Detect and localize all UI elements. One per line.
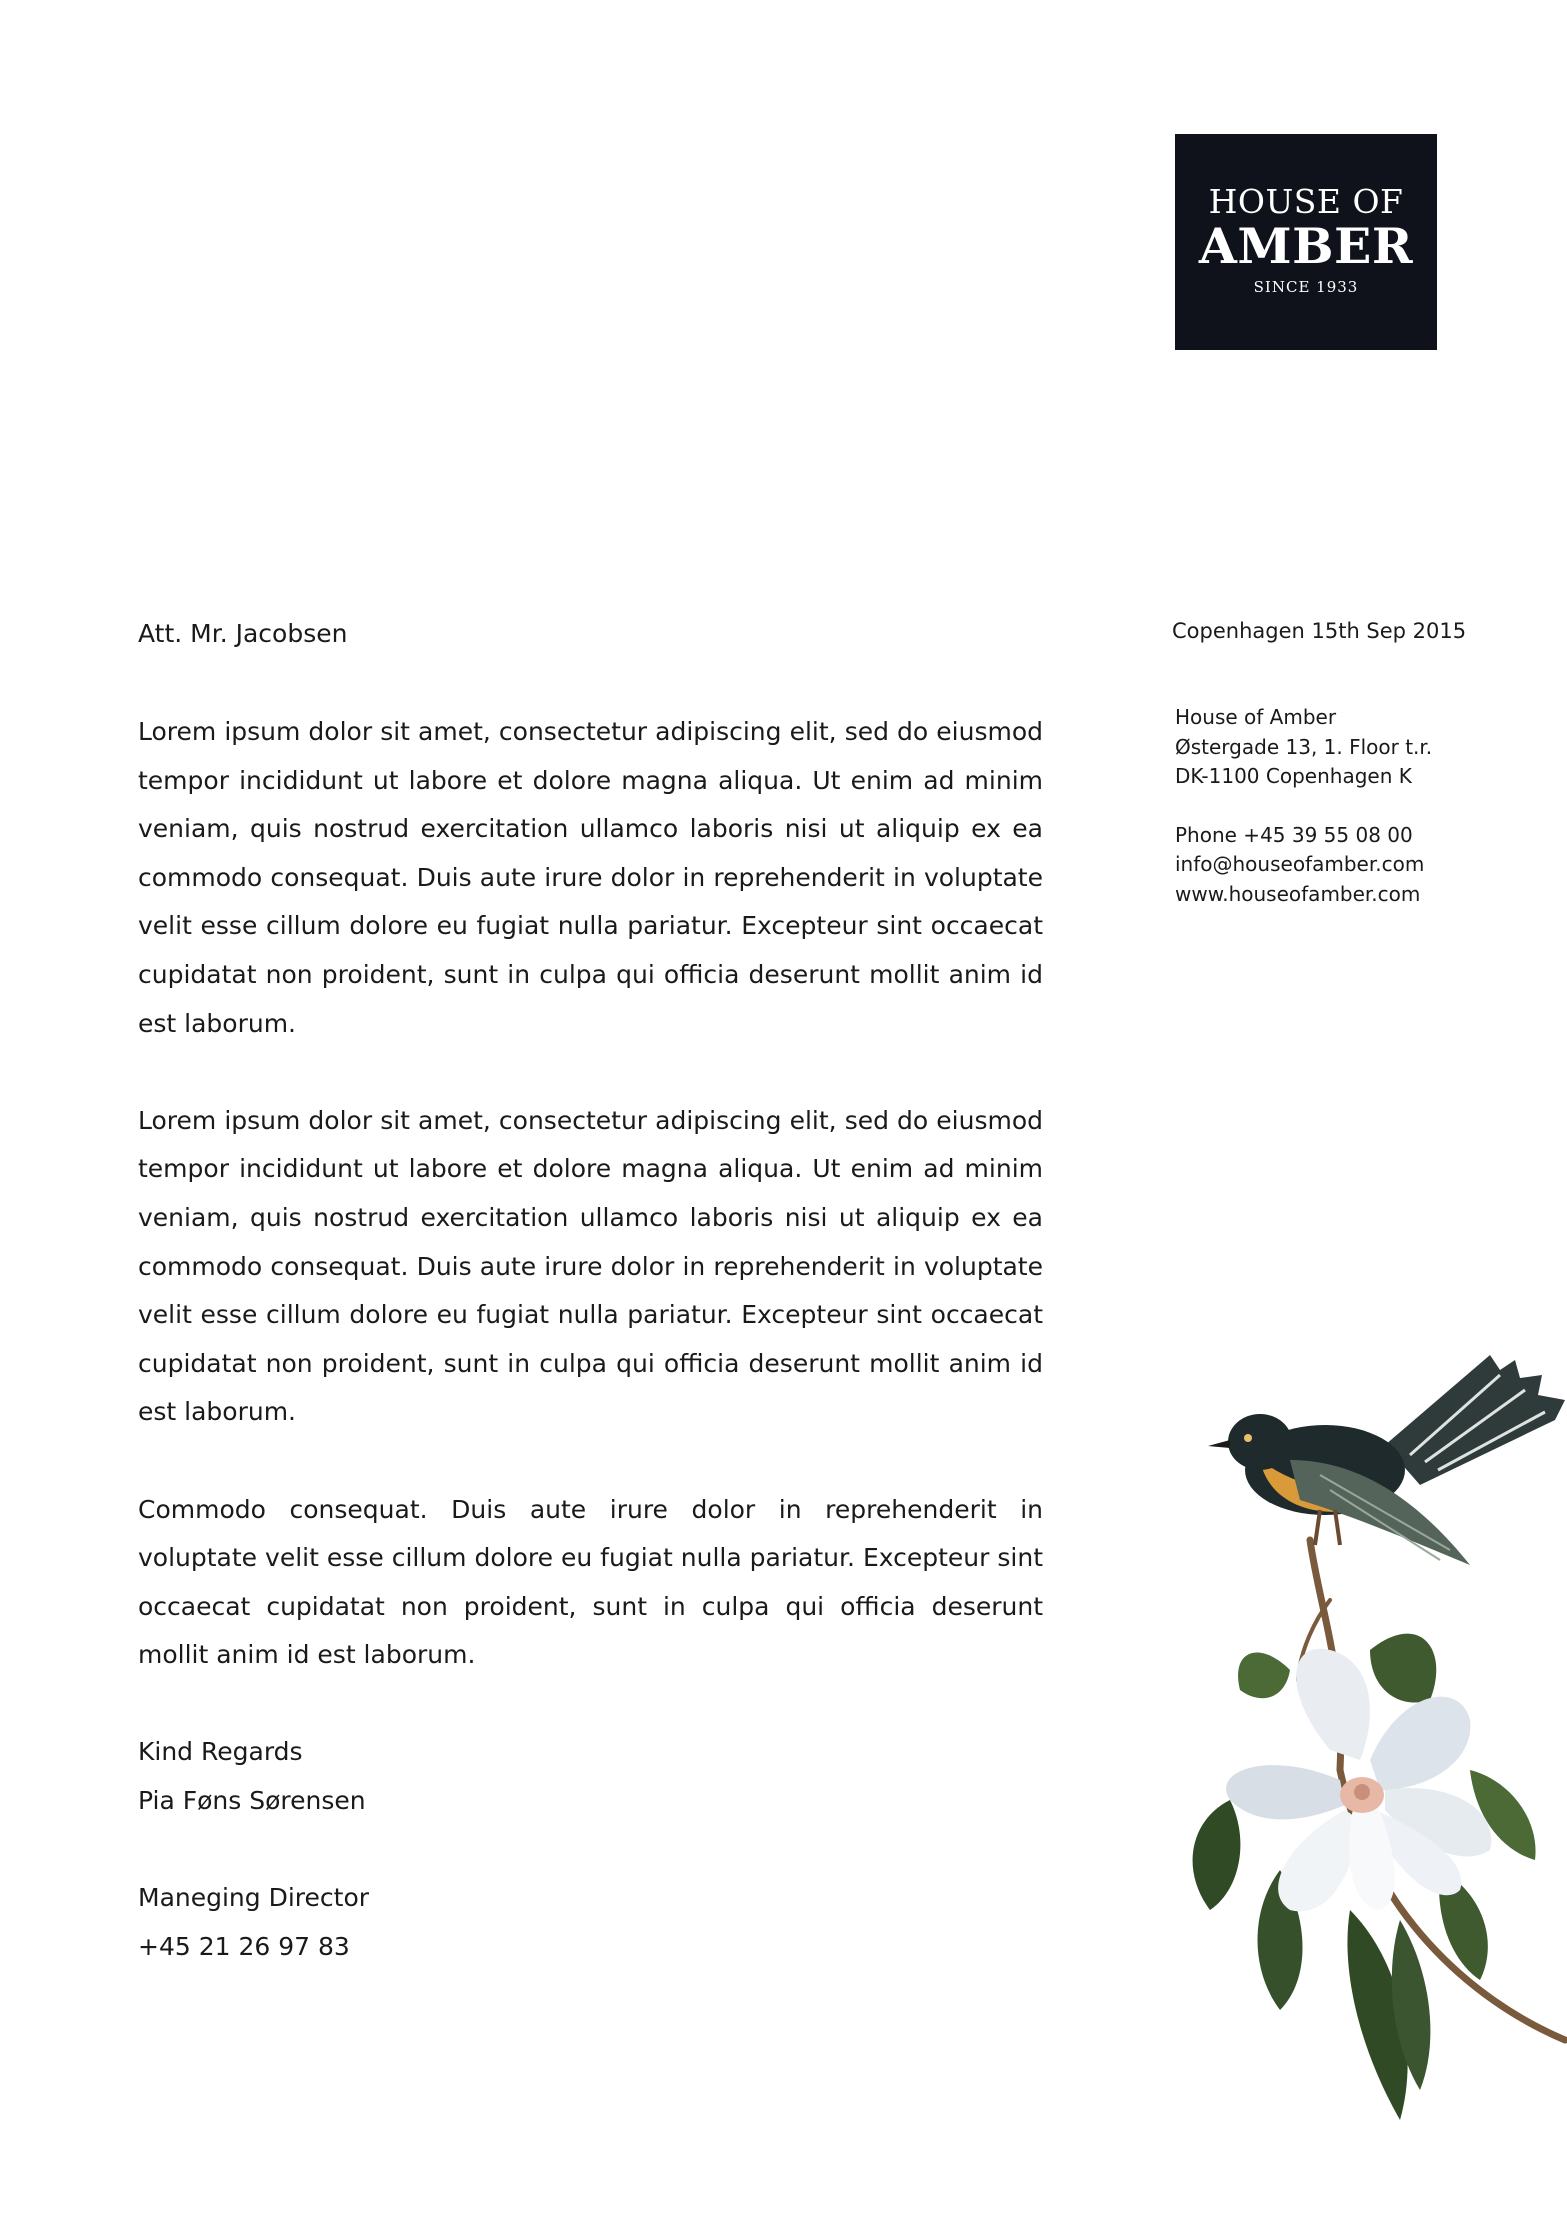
petal-bottom-left: [1278, 1810, 1360, 1911]
flower-stamen: [1354, 1784, 1370, 1800]
closing-text: Kind Regards: [138, 1737, 303, 1767]
signer-title: Maneging Director: [138, 1883, 370, 1913]
signer-details: [138, 1874, 1043, 1971]
letter-body: [138, 708, 1043, 2020]
petal-back-1: [1296, 1649, 1370, 1760]
sender-city: DK-1100 Copenhagen K: [1175, 764, 1412, 788]
body-paragraph-1: Lorem ipsum dolor sit amet, consectetur adipiscing elit, sed do eiusmod tempor incididunt ut labore et dolore magna aliqua. Ut enim ad minim veniam, quis nostrud exercitation ullamco laboris nisi ut aliquip ex ea commodo consequat. Duis aute irure dolor in reprehenderit in voluptate velit esse cillum dolore eu fugiat nulla pariatur. Excepteur sint occaecat cupidatat non proident, sunt in culpa qui officia deserunt mollit anim id est laborum.: [138, 717, 1043, 1038]
bird-magnolia-illustration: [1170, 1350, 1567, 2130]
sender-company-name: House of Amber: [1175, 705, 1337, 729]
body-paragraph-2: Lorem ipsum dolor sit amet, consectetur adipiscing elit, sed do eiusmod tempor incididunt ut labore et dolore magna aliqua. Ut enim ad minim veniam, quis nostrud exercitation ullamco laboris nisi ut aliquip ex ea commodo consequat. Duis aute irure dolor in reprehenderit in voluptate velit esse cillum dolore eu fugiat nulla pariatur. Excepteur sint occaecat cupidatat non proident, sunt in culpa qui officia deserunt mollit anim id est laborum.: [138, 1105, 1043, 1427]
bird-eye: [1244, 1434, 1252, 1442]
sender-address-block: [1175, 703, 1432, 909]
sender-website: www.houseofamber.com: [1175, 881, 1421, 906]
logo-line-since: SINCE 1933: [1253, 278, 1359, 296]
closing-block: [138, 1728, 1043, 1825]
logo-line-house-of: HOUSE OF: [1208, 182, 1404, 221]
bird-tail: [1385, 1355, 1565, 1485]
leaf-1: [1370, 1634, 1436, 1703]
body-paragraph-3: Commodo consequat. Duis aute irure dolor in reprehenderit in voluptate velit esse cillum dolore eu fugiat nulla pariatur. Excepteur sint occaecat cupidatat non proident, sunt in culpa qui officia deserunt mollit anim id est laborum.: [138, 1494, 1043, 1670]
signer-phone: +45 21 26 97 83: [138, 1931, 350, 1961]
logo-line-amber: AMBER: [1198, 217, 1414, 275]
sender-phone: Phone +45 39 55 08 00: [1175, 822, 1413, 847]
leaf-3: [1193, 1800, 1241, 1910]
bird-beak: [1208, 1440, 1230, 1448]
signer-name: Pia Føns Sørensen: [138, 1786, 366, 1816]
bird-head: [1228, 1414, 1292, 1470]
bird-legs: [1315, 1510, 1340, 1545]
sender-email: info@houseofamber.com: [1175, 852, 1425, 876]
sender-street: Østergade 13, 1. Floor t.r.: [1175, 734, 1433, 759]
petal-left: [1226, 1765, 1345, 1819]
attention-line: Att. Mr. Jacobsen: [138, 619, 348, 648]
house-of-amber-logo: [1175, 134, 1437, 350]
leaf-2: [1238, 1653, 1290, 1699]
letter-date: Copenhagen 15th Sep 2015: [1172, 619, 1467, 643]
address-spacer: [1175, 792, 1432, 821]
petal-back-2: [1370, 1697, 1470, 1790]
